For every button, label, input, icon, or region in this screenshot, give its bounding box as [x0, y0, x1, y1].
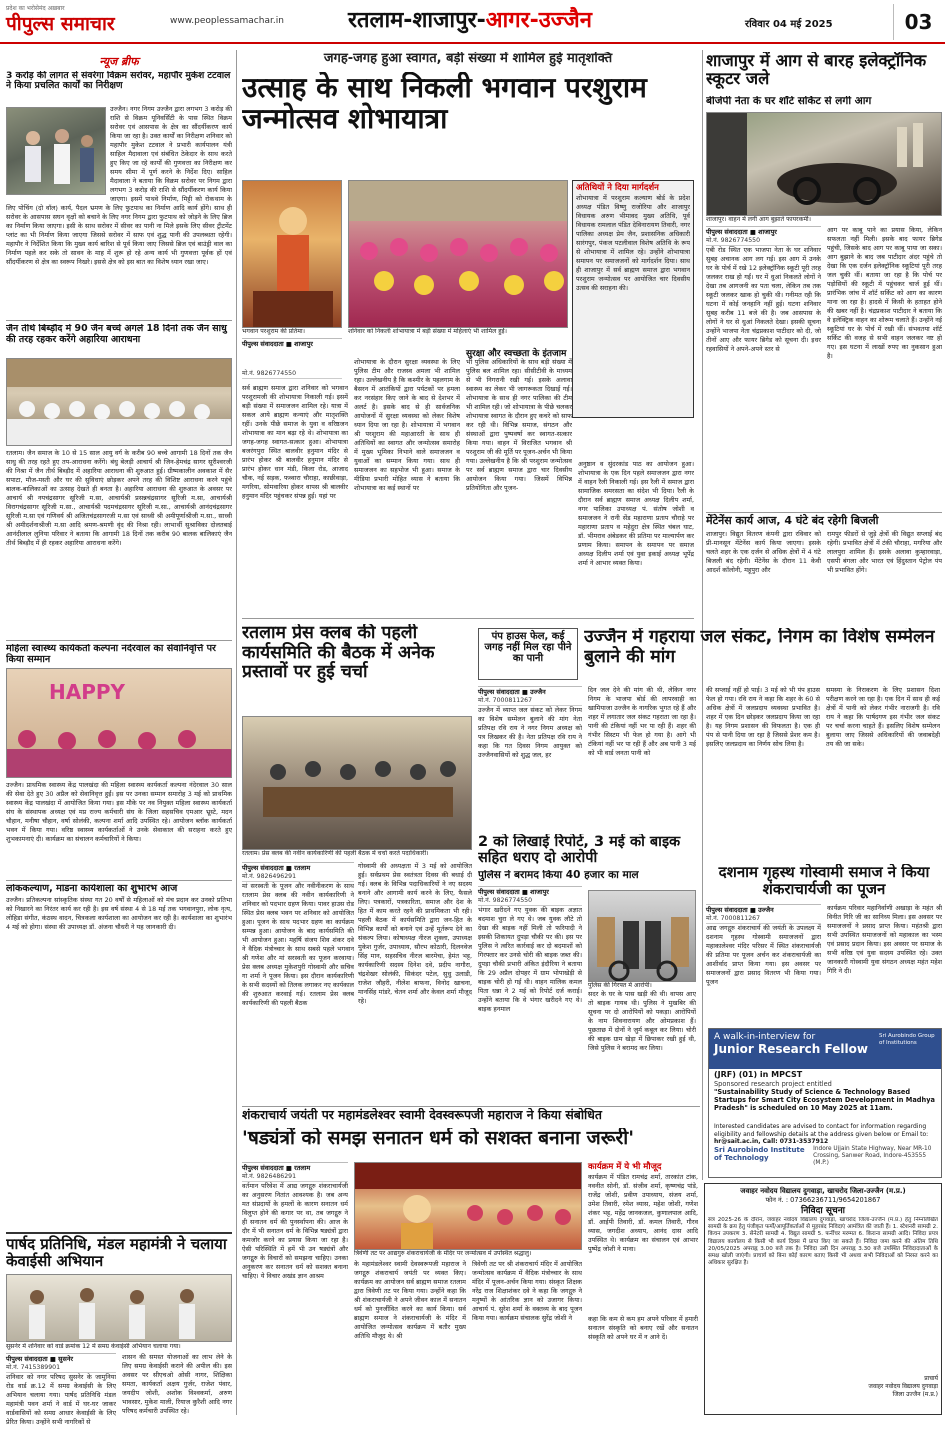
- scooter-byline: पीपुल्स संवाददाता ■ शाजापुर: [706, 226, 821, 237]
- shankaracharya-mobile: मो.नं. 9826486291: [242, 1173, 348, 1182]
- ad-email[interactable]: hr@sait.ac.in: [714, 1138, 759, 1146]
- maujud-text: कार्यक्रम में पंडित रामचंद्र शर्मा, तारकांत टांक, नवनीत सोनी, डॉ. संजीव शर्मा, कृष्णचंद्र पांडे, राजेंद्र जोशी, प्रवीण उपाध्याय, संजय शर्मा, उमेश तिवारी, रमेश व्यास, महेश जोशी, गणेश शंकर भट्ट, महेंद्र जानकजल, कुणालपाल आदि, डॉ. आईपी तिवारी, डॉ. कमल तिवारी, गौरव व्यास, जगदीश अध्याप, आनंद दास आदि उपस्थित थे। कार्यक्रम का संचालन एवं आभार पुष्पेंद्र जोशी ने माना।: [588, 1173, 698, 1253]
- tender-notice: [704, 1183, 942, 1415]
- bike-col-a: [478, 886, 582, 1102]
- scooter-mobile: मो.नं. 9826774550: [706, 237, 821, 246]
- brief-2-headline: जैन तीर्थ बिब्ड़ौद में 90 जैन बच्चे अगले 18 दिनों तक जैन साधु की तरह रहकर करेंगे अहारिया आराधना: [6, 324, 227, 345]
- website-link[interactable]: www.peoplessamachar.in: [170, 16, 284, 26]
- gathering-photo-icon: [7, 359, 232, 446]
- bike-photo: [588, 890, 696, 982]
- shankaracharya-photo: [354, 1162, 582, 1250]
- bike-story: [478, 834, 696, 884]
- maintenance-col-1: शाजापुर। विद्युत वितरण कंपनी द्वारा रविवार को प्री-मानसून मेंटेनेंस कार्य किया जाएगा। इसके चलते शहर के एक दर्जन से अधिक क्षेत्रों में 4 घंटे बिजली बंद रहेगी। मेंटेनेंस के दौरान 11 केवी आदर्श कॉलोनी, महूपुरा और: [706, 530, 821, 574]
- parshuram-idol-photo: [242, 180, 342, 328]
- press-club-col-2: गोस्वामी की अध्यक्षता में 3 मई को आयोजित हुई। सर्वप्रथम प्रेस स्वतंत्रता दिवस की बधाई दी गई। क्लब के विभिन्न पदाधिकारियों ने नए सदस्य बनाने और आगामी कार्य करने के लिए, फैसले लिए। पत्रकारों, पत्रकारिता, समाज और देश के हित में काम करते रहने की प्राथमिकता भी रही। पहली बैठक में कार्यसमिति द्वारा जन-हित के विभिन्न कार्यों को बनाने एवं उन्हें मूर्तरूप देने का संकल्प लिया। कोषाध्यक्ष नीरज शुक्ला, उपाध्यक्ष मुकेश गुर्जर, उपाध्याय, सौरभ कोठारी, दिलनवेज सिंह मान, सहसचिव नीरज बारमेचा, हेमंत भट्ट, कार्यकारिणी सदस्य दिनेश दवे, प्रदीप नागौरा, चंद्रशेखर सोलंकी, सिकंदर पटेल, सुधु उलाडी, राजेश जौहरी, नीलेश बाफना, विनोद खाचना, मानसिंह मांडरे, चेतन शर्मा और केवल शर्मा मौजूद रहे।: [358, 862, 472, 1005]
- bike-col-2: सदर के घर के पास खड़ी की थी। वापस आए तो बाइक गायब थी। पुलिस ने मुखबिर की सूचना पर दो आरोपियों को पकड़ा। आरोपियों के नाम शिवनारायण और ओमप्रकाश हैं। पूछताछ में दोनों ने जुर्म कबूल कर लिया। चोरी की बाइक ग्राम खेड़ा में छिपाकर रखी हुई थी, जिसे पुलिस ने बरामद कर लिया।: [588, 990, 696, 1052]
- parshuram-subhead: सुरक्षा और स्वच्छता के इंतजाम: [466, 349, 567, 359]
- maujud-headline: कार्यक्रम में ये भी मौजूद: [588, 1162, 662, 1172]
- goswami-byline: पीपुल्स संवाददाता ■ उज्जैन: [706, 904, 821, 915]
- tender-sign-2: जवाहर नवोदय विद्यालय दुगवाड़ा: [868, 1383, 938, 1390]
- maintenance-col-2: रामपुर फीडरों से जुड़े क्षेत्रों की विद्युत सप्लाई बंद रहेगी। प्रभावित क्षेत्रों में टंकी चौराहा, मगरिया और लालपुरा शामिल हैं। इसके अलावा कुम्हारवाड़ा, एसपी बंगला और भारत एवं हिंदुस्तान पेट्रोल पंप भी प्रभावित होंगे।: [827, 530, 942, 574]
- water-col-3: की सप्लाई नहीं हो पाई। 3 मई को भी पंप हाउस फेल हो गया। रवि राय ने कहा कि शहर के 60 से अधिक क्षेत्रों में जलप्रदाय व्यवस्था प्रभावित है। शहर में एक दिन छोड़कर जलप्रदाय किया जा रहा है। यह निगम प्रशासन की विफलता है। एक ही पंप से पानी दिया जा रहा है जिससे प्रेशर कम है। इसलिए जलप्रदाय का निर्णय सोच लिया है।: [706, 686, 820, 748]
- brief-4-body: उज्जैन। प्रतिकल्पना सांस्कृतिक संस्था गत 20 वर्षों से महिलाओं को मंच प्रदान कर उनको प्रतिभा को निखारने का निरंतर कार्य कर रही है। इस वर्ष संस्था 4 से 18 मई तक भगवानपुरा, लोक नृत्य, लोहिडा संगीत, कंठस्थ वादन, चित्रकला कार्यशाला का आयोजन कर रही है। कार्यशाला का शुभारंभ 4 मई को होगा। संस्था की उपाध्यक्ष डॉ. अंजना चौधरी ने यह जानकारी दी।: [6, 896, 232, 931]
- atithi-headline: अतिथियों ने दिया मार्गदर्शन: [576, 183, 659, 193]
- brief-3-body: उज्जैन। प्राथमिक स्वास्थ्य केंद्र पालखंदा की महिला स्वास्थ्य कार्यकर्ता कल्पना नंदेरवाल 30 साल की सेवा देते हुए 30 अप्रैल को सेवानिवृत्त हुईं। इस पर उनका सम्मान समारोह 3 मई को प्राथमिक स्वास्थ्य केंद्र पालखंदा में आयोजित किया गया। इस मौके पर नव नियुक्त महिला स्वास्थ्य कार्यकर्ता संघ के संस्थापक अध्यक्ष एवं मप्र राज्य कर्मचारी संघ के जिला सहसचिव एमआर भ्रूस्टे, मदन चौहान, मनीषा चौहान, वर्षा सोलंकी, कल्पना शर्मा आदि उपस्थित रहे। आयोजन ब्लॉक कार्यकर्ता भवन में किया गया। वरिष्ठ स्वास्थ्य कार्यकर्ताओं ने उनके सेवाकाल की सराहना करते हुए शुभकामनाएं दी। कार्यक्रम का संचालन कर्मचारियों ने किया।: [6, 781, 232, 843]
- brief-2-photo: [6, 358, 232, 446]
- procession-photo-icon: [349, 181, 568, 328]
- press-club-photo: [242, 716, 472, 850]
- ad-title: Junior Research Fellow: [714, 1042, 868, 1056]
- parshuram-caption-1: भगवान परशुराम की प्रतिमा।: [242, 328, 305, 335]
- parshad-byline: पीपुल्स संवाददाता ■ सुसनेर: [6, 1353, 116, 1364]
- scooter-headline: शाजापुर में आग से बारह इलेक्ट्रॉनिक स्कूटर जले: [706, 52, 927, 89]
- shankaracharya-byline: पीपुल्स संवाददाता ■ रतलाम: [242, 1162, 348, 1173]
- bike-mobile: मो.नं. 9826774550: [478, 897, 582, 906]
- column-rule: [702, 50, 703, 1180]
- parshuram-mobile: मो.नं. 9826774550: [242, 370, 342, 379]
- ad-sponsored: Sponsored research project entitled: [714, 1080, 832, 1088]
- parshad-headline: पार्षद प्रतिनिधि, मंडल महामंत्री ने चलाया केवाईसी अभियान: [6, 1232, 232, 1272]
- goswami-headline: दशनाम गृहस्थ गोस्वामी समाज ने किया शंकराचार्यजी का पूजन: [718, 864, 930, 898]
- ad-project: "Sustainability Study of Science & Technology Based Startups for Smart City Ecosystem Development in Madhya Pradesh" is scheduled on 10 May 2025 at 11am.: [714, 1088, 935, 1113]
- parshuram-procession-photo: [348, 180, 568, 328]
- logo-text: पीपुल्स समाचार: [6, 13, 115, 35]
- page-number: 03: [893, 4, 943, 40]
- parshuram-caption-2: शनिवार को निकली शोभायात्रा में बड़ी संख्या में महिलाएं भी शामिल हुईं।: [348, 328, 507, 335]
- edition-date: रविवार 04 मई 2025: [745, 19, 833, 30]
- shankaracharya-col-a: [242, 1162, 348, 1416]
- press-club-caption: रतलाम। प्रेस क्लब की नवीन कार्यकारिणी की पहली बैठक में चर्चा करते पदाधिकारी।: [242, 850, 429, 857]
- tender-org: जवाहर नवोदय विद्यालय दुगवाड़ा, खाचरोद जिला-उज्जैन (म.प्र.): [740, 1187, 906, 1195]
- ad-address: Indore Ujjain State Highway, Near MR-10 Crossing, Sanwer Road, Indore-453555 (M.P.): [813, 1146, 932, 1166]
- tender-phone: फोन नं. : 07366236711/9654201867: [765, 1196, 881, 1204]
- goswami-mobile: मो.नं. 7000811267: [706, 915, 821, 924]
- bike-subhead: पुलिस ने बरामद किया 40 हजार का माल: [478, 870, 639, 881]
- ad-call: , Call: 0731-3537912: [758, 1138, 829, 1146]
- water-col-1: उज्जैन में व्याप्त जल संकट को लेकर निगम का विशेष सम्मेलन बुलाने की मांग नेता प्रतिपक्ष रवि राय ने नगर निगम अध्यक्ष को पत्र लिखकर की है। नेता प्रतिपक्ष रवि राय ने कहा कि गत दिवस निगम आयुक्त को उज्जैनवासियों को शुद्ध जल, हर: [478, 706, 582, 759]
- parshad-mobile: मो.नं. 7415389901: [6, 1364, 116, 1373]
- press-club-col-1: मां सरस्वती के पूजन और नवीनीकरण के साथ रतलाम प्रेस क्लब की नवीन कार्यकारिणी ने शनिवार को पदभार ग्रहण किया। पावर हाउस रोड स्थित प्रेस क्लब भवन पर शनिवार को आयोजित हुआ। पूजन के साथ पदभार ग्रहण का कार्यक्रम सम्पन्न हुआ। आयोजन के बाद कार्यसमिति की भी आयोजन हुआ। महर्षि संजय शिव शंकर दवे ने वैदिक मंत्रोच्चार के साथ सबसे पहले भगवान श्री गणेश और मां सरस्वती का पूजन करवाया। प्रेस क्लब अध्यक्ष मुकेशपुरी गोस्वामी और सचिव गा शर्मा ने पूजन किया। इस दौरान कार्यकारिणी के सभी सदस्यों को तिलक लगाकर नए कार्यकाल की शुरुआत करवाई गई। रतलाम प्रेस क्लब कार्यकारिणी की पहली बैठक: [242, 882, 354, 1007]
- tender-body: सत्र 2025-26 के दौरान, जवाहर नवोदय विद्यालय दुगवाड़ा, खाचरोद जिला-उज्जैन (म.प्र.) हेतु निम्नलिखित सामग्री के क्रय हेतु पंजीकृत फर्मों/आपूर्तिकर्ताओं से मुहरबंद निविदाएं आमंत्रित की जाती हैं। 1. स्टेशनरी सामग्री 2. किचन उपकरण 3. सेनेटरी सामग्री 4. विद्युत सामग्री 5. फर्नीचर मरम्मत 6. किराना सामग्री आदि। निविदा प्रपत्र विद्यालय कार्यालय से किसी भी कार्य दिवस में प्राप्त किए जा सकते हैं। निविदा जमा करने की अंतिम तिथि 20/05/2025 अपराह्न 3.00 बजे तक है। निविदा उसी दिन अपराह्न 3.30 बजे उपस्थित निविदादाताओं के समक्ष खोली जाएंगी। प्राचार्य को बिना कोई कारण बताए किसी भी अथवा सभी निविदाओं को निरस्त करने का अधिकार सुरक्षित है।: [708, 1217, 938, 1267]
- press-club-byline: पीपुल्स संवाददाता ■ रतलाम: [242, 862, 354, 873]
- shankaracharya-col-1: वर्तमान परिवेश में आद्य जगद्गुरु शंकराचार्यजी का अनुसरण नितांत आवश्यक है। जब अन्य मत संप्रदायों के हमलों के कारण सनातन धर्म विलुप्त होने की कगार पर था, तब जगद्गुरु ने ही सनातन धर्म की पुनर्स्थापना की। आज के दौर में भी सनातन धर्म के विभिन्न षड्यंत्रों द्वारा कमजोर करने का प्रयास किया जा रहा है। ऐसी परिस्थिति में हमें भी उन षड्यंत्रों और जगद्गुरु के विचारों को समझना चाहिए। उनका अनुकरण कर सनातन धर्म को सशक्त बनाना चाहिए। ये विचार अखंड ज्ञान आश्रम: [242, 1182, 348, 1280]
- bike-caption: पुलिस की गिरफ्त में आरोपी।: [588, 982, 652, 989]
- temple-photo-icon: [355, 1163, 582, 1250]
- celebration-photo-icon: [7, 669, 232, 778]
- tender-sign-1: प्राचार्य: [924, 1375, 938, 1382]
- scooter-photo: [706, 112, 942, 216]
- news-brief-section: [6, 50, 232, 956]
- brief-3-photo: [6, 668, 232, 778]
- scooter-caption: शाजापुर। वाहन में लगी आग बुझाते फायरकर्मी।: [706, 216, 811, 223]
- press-club-col-a: [242, 862, 354, 1098]
- news-brief-label: न्यूज ब्रीफ: [99, 55, 139, 68]
- tender-title: निविदा सूचना: [800, 1206, 846, 1216]
- column-rule: [236, 50, 237, 1415]
- ad-top-line: A walk-in-interview for: [714, 1032, 816, 1042]
- ad-brand: Sri Aurobindo Group of Institutions: [879, 1033, 935, 1046]
- brief-4-headline: लोककल्याण, मांडना कार्यशाला का शुभारंभ आज: [6, 884, 178, 894]
- parshuram-story: [242, 52, 694, 567]
- brief-1-headline: 3 करोड़ की लागत से संवरेगा विक्रम सरोवर, महापौर मुकेश टटवाल ने किया प्रचलित कार्यों का निरीक्षण: [6, 71, 231, 92]
- newspaper-logo[interactable]: [6, 4, 166, 40]
- press-club-headline: रतलाम प्रेस क्लब की पहली कार्यसमिति की बैठक में अनेक प्रस्तावों पर हुई चर्चा: [242, 624, 435, 683]
- water-byline: पीपुल्स संवाददाता ■ उज्जैन: [478, 686, 582, 697]
- shankaracharya-subhead: 'षड्यंत्रों को समझ सनातन धर्म को सशक्त बनाना जरूरी': [242, 1128, 635, 1149]
- water-headline: उज्जैन में गहराया जल संकट, निगम का विशेष सम्मेलन बुलाने की मांग: [584, 628, 935, 667]
- shankaracharya-col-c: [588, 1162, 698, 1393]
- goswami-story: [706, 864, 942, 1026]
- parshuram-col-1: सर्व ब्राह्मण समाज द्वारा शनिवार को भगवान परशुरामजी की शोभायात्रा निकाली गई। इसमें बड़ी संख्या में समाजजन शामिल रहे। यात्रा में सकल आये ब्राह्मण कन्याएं और मातृशक्ति रहीं। उनके पीछे समाज के युवा व वरिष्ठजन शोभायात्रा का मान बढ़ा रहे थे। शोभायात्रा का जगह-जगह स्वागत-सत्कार हुआ। शोभायात्रा बजरंगपुरा स्थित बालवीर हनुमान मंदिर से प्रारंभ होकर श्री बालवीर हनुमान मंदिर से प्रारंभ होकर धान मंडी, किला रोड, आजाद चौक, नई सड़क, फव्वारा चौराहा, काछीवाड़ा, मगरिया, सोमवारिया होकर वापस श्री बालवीर हनुमान मंदिर पहुंचकर संपन्न हुई। यहां पर: [242, 384, 348, 500]
- shankaracharya-caption: त्रिवेणी तट पर आद्यगुरु शंकराचार्यजी के मंदिर पर जन्मोत्सव में उपस्थित श्रद्धालु।: [354, 1250, 532, 1257]
- banner-text: HAPPY: [49, 680, 126, 704]
- parshad-text-b: शासन की समस्त योजनाओं का लाभ लेने के लिए समग्र केवाईसी कराने की अपील की। इस अवसर पर सीएचओ ओसी नागर, शिक्षिका समता, कार्यकर्ता अक्षय गुर्जर, राजेश पंवार, जयदीप जोशी, अशोक विश्वकर्मा, अरुण भावसार, मुकेश माली, रियाज कुरैशी आदि नगर परिषद कर्मचारी उपस्थित रहे।: [122, 1353, 232, 1415]
- shankaracharya-story: [242, 1108, 700, 1158]
- section-rule: [242, 1106, 700, 1107]
- people-photo-icon: [7, 1275, 232, 1342]
- bike-headline: 2 को लिखाई रिपोर्ट, 3 मई को बाइक सहित धराए दो आरोपी: [478, 834, 681, 867]
- idol-photo-icon: [243, 181, 342, 328]
- goswami-col-1: आद्य जगद्गुरु शंकराचार्य की जयंती के उपलक्ष्य में दशनाम गृहस्थ गोस्वामी समाजजनों द्वारा महाकालेश्वर मंदिर परिसर में स्थित शंकराचार्यजी की प्रतिमा पर पूजन अर्चन कर शंकराचार्यजी का आशीर्वाद प्राप्त किया गया। इस अवसर पर समाजजनों द्वारा प्रसाद वितरण भी किया गया। पूजन: [706, 924, 821, 986]
- edition-title-b: आगर-उज्जैन: [485, 8, 592, 33]
- water-kicker: पंप हाउस फेल, कई जगह नहीं मिल रहा पीने का पानी: [478, 628, 578, 680]
- goswami-col-2: कार्यक्रम परिवार महानिर्वाणी अखाड़ा के महंत श्री विनीत गिरि जी का सानिध्य मिला। इस अवसर पर समाजजनों ने प्रसाद प्राप्त किया। महंतश्री द्वारा सभी उपस्थित समाजजनों को महाकाल का भस्म एवं प्रसाद प्रदान किया। इस अवसर पर समाज के सभी वरिष्ठ एवं युवा सदस्य उपस्थित रहे। उक्त जानकारी गोस्वामी युवा संगठन अध्यक्ष महंत महेश गिरि ने दी।: [827, 904, 942, 975]
- shankaracharya-col-2: के महामंडलेश्वर स्वामी देवस्वरूपजी महाराज ने जगद्गुरु शंकराचार्य जयंती पर व्यक्त किए। कार्यक्रम का आयोजन सर्व ब्राह्मण समाज रतलाम द्वारा त्रिवेणी तट पर किया गया। उन्होंने कहा कि श्री शंकराचार्यजी ने अपने जीवन काल में सनातन धर्म को पुनर्जीवित करने का कार्य किया। सर्व ब्राह्मण समाज ने शंकराचार्यजी के मंदिर में आयोजित जन्मोत्सव कार्यक्रम में बतौर मुख्य अतिथि मौजूद थे। श्री: [354, 1260, 466, 1340]
- fire-photo-icon: [707, 113, 942, 216]
- ad-advisory: [709, 1122, 941, 1146]
- shankaracharya-col-3: त्रिवेणी तट पर श्री शंकराचार्य मंदिर में आयोजित जन्मोत्सव कार्यक्रम में वैदिक मंत्रोच्चार के साथ मंदिर में पूजन-अर्चन किया गया। संस्कृत शिक्षक नरेंद्र राज शिक्षाशंकर दवे ने कहा कि जगद्गुरु ने मनुष्यों के आंतरिक ज्ञान को उजागर किया। आचार्य पं. सुरेश शर्मा के वक्तव्य के बाद पूजन किया गया। कार्यक्रम संचालक सुरेंद्र जोशी ने: [472, 1260, 582, 1322]
- bike-col-b: [588, 890, 696, 1094]
- parshuram-col-2: शोभायात्रा के दौरान सुरक्षा व्यवस्था के लिए पुलिस टीम और राजस्व अमला भी शामिल रहा। उल्लेखनीय है कि कश्मीर के पहलगाम के बैसरन में आतंकियों द्वारा पर्यटकों पर हमला कर नरसंहार किए जाने के बाद से देशभर में अलर्ट है। इसके बाद से ही सार्वजनिक आयोजनों में सुरक्षा व्यवस्था को लेकर विशेष ध्यान दिया जा रहा है। शोभायात्रा में भगवान श्री परशुराम की महाआरती के साथ ही अतिथियों का स्वागत और जन्मोत्सव समारोह में मुख्य भूमिका निभाने वाले समाजजन व युवाओं का सम्मान किया गया। साथ ही समाजजन का सहभोज भी हुआ। समाज के मीडिया प्रभारी मोहित व्यास ने बताया कि शोभायात्रा का कई स्थानों पर: [354, 358, 460, 492]
- parshuram-byline: पीपुल्स संवाददाता ■ शाजापुर: [242, 338, 342, 349]
- parshuram-headline: उत्साह के साथ निकली भगवान परशुराम जन्मोत्सव शोभायात्रा: [242, 72, 647, 136]
- brief-3-headline: महिला स्वास्थ्य कार्यकर्ता कल्पना नंदेरवाल का सेवानिवृत्ति पर किया सम्मान: [6, 644, 216, 665]
- scooter-col-1: एबी रोड स्थित एक भाजपा नेता के घर शनिवार सुबह अचानक आग लग गई। इस आग में उनके घर के पोर्च में रखे 12 इलेक्ट्रॉनिक स्कूटी पूरी तरह जलकर राख हो गईं। घर में धुआं निकलते लोगों ने देखा तब आगजनी का पता चला, लेकिन तब तक स्कूटी जलकर खाक हो चुकी थी। गनीमत रही कि घटना में कोई जनहानि नहीं हुई। घटना शनिवार सुबह करीब 11 बजे की है। जब आसपास के लोगों ने घर से धुआं निकलते देखा। इसकी सूचना उन्होंने भाजपा नेता चंद्रप्रकाश पाटीदार को दी, जो तीनों आए और फायर ब्रिगेड को सूचना दी। इधर रहवासियों ने अपने-अपने स्तर से: [706, 246, 821, 353]
- masthead: [0, 0, 945, 44]
- atithi-text: शोभायात्रा में परशुराम कल्याण बोर्ड के प्रदेश अध्यक्ष पंडित विष्णु राजोरिया और शाजापुर विधायक अरुण भीमावद मुख्य अतिथि, पूर्व विधायक रामलाल पंडित देविनारायण तिवारी, नगर पालिका अध्यक्ष प्रेम जैन, प्रशासनिक अधिकारी सारंगपुर, पंकज पटलीवाल विशेष अतिथि के रूप से शोभायात्रा में शामिल रहे। उन्होंने शोभायात्रा समापन पर समाजजनों को मार्गदर्शन दिया। साथ ही शाजापुर में सर्व ब्राह्मण समाज द्वारा भगवान परशुराम जन्मोत्सव पर आयोजित चार दिवसीय उत्सव की सराहना की।: [576, 194, 690, 292]
- shankaracharya-col-4: कहा कि कम से कम हम अपने परिवार में हमारी सनातन संस्कृति को बनाए रखें और सनातन संस्कृति को अपने घर में न आने दें।: [588, 1315, 698, 1341]
- scooter-col-2: आग पर काबू पाने का प्रयास किया, लेकिन सफलता नहीं मिली। इसके बाद फायर ब्रिगेड पहुंची, जिसके बाद आग पर काबू पाया जा सका। आग बुझाने के बाद जब पाटीदार अंदर पहुंचे तो देखा कि एक दर्जन इलेक्ट्रॉनिक स्कूटियां पूरी तरह जल चुकी थीं। बताया जा रहा है कि पोर्च पर पड़ोसियों की स्कूटी में पहुंचकर चार्ज हुई थीं। प्रारंभिक जांच में शॉर्ट सर्किट को आग का कारण माना जा रहा है। हादसे में किसी के हताहत होने की खबर नहीं है। चंद्रप्रकाश पाटीदार ने बताया कि वे इलेक्ट्रिक वाहन का शोरूम चलाते हैं। उन्होंने नई स्कूटियां घर के पोर्च में रखी थीं। संभवतया शॉर्ट सर्किट की वजह से सभी वाहन जलकर नष्ट हो गए। इस घटना में लाखों रुपए का नुकसान हुआ है।: [827, 226, 942, 360]
- meeting-photo-icon: [243, 717, 472, 850]
- jrf-advertisement[interactable]: [708, 1028, 942, 1178]
- water-col-4: समस्या के निराकरण के लिए प्रशासन दिशा परीक्षण करने जा रहा है। एक दिन में साथ ही कई क्षेत्रों में पानी को लेकर गंभीर नाराजगी है। रवि राय ने कहा कि पार्षदगण इस गंभीर जल संकट पर चर्चा करना चाहते हैं। इसलिए विशेष सम्मेलन बुलाया जाए जिससे अधिकारियों की जवाबदेही तय की जा सके।: [826, 686, 940, 748]
- shankaracharya-headline: शंकराचार्य जयंती पर महामंडलेश्वर स्वामी देवस्वरूपजी महाराज ने किया संबोधित: [242, 1108, 602, 1122]
- shankaracharya-col-b: [354, 1162, 582, 1400]
- scooter-subhead: बीजेपी नेता के घर शॉर्ट सर्किट से लगी आग: [706, 96, 872, 107]
- brief-1-body: [6, 105, 232, 317]
- scooter-fire-story: [706, 52, 942, 470]
- parshuram-kicker: जगह-जगह हुआ स्वागत, बड़ी संख्या में शामिल हुई मातृशक्ति: [323, 52, 613, 66]
- parshuram-col-3: भी पुलिस अधिकारियों के साथ बड़ी संख्या में पुलिस बल शामिल रहा। सीसीटीवी के माध्यम से भी निगरानी रखी गई। इसके अलावा स्वास्थ्य का लेकर भी जागरूकता दिखाई गई। शोभायात्रा के साथ ही नगर पालिका की टीम भी शामिल रही। जो शोभायात्रा के पीछे चलकर शोभायात्रा स्वागत के दौरान हुए कचरे को साफ कर रही थी। विभिन्न समाज, संगठन और संस्थाओं द्वारा पुष्पवर्षा कर स्वागत-सत्कार किया गया। वाहन में विराजित भगवान श्री परशुराम जी की मूर्ति पर पूजन-अर्चन भी किया गया। उल्लेखनीय है कि श्री परशुराम जन्मोत्सव पर सर्व ब्राह्मण समाज द्वारा चार दिवसीय आयोजन किया गया। जिसमें विभिन्न प्रतियोगिता और पूजन-: [466, 358, 572, 492]
- parshad-text-a: शनिवार को नगर परिषद सुसनेर के जामुनिया रोड वार्ड क्र.12 में समग्र केवाईसी के लिए अभियान चलाया गया। पार्षद प्रतिनिधि मंडल महामंत्री पवन शर्मा ने वार्ड में घर-घर जाकर वार्डवासियों को समग्र आधार केवाईसी के लिए प्रेरित किया। उन्होंने सभी नागरिकों से: [6, 1373, 116, 1426]
- section-rule: [242, 618, 694, 619]
- parshad-photo: [6, 1274, 232, 1342]
- maintenance-story: [706, 512, 942, 602]
- brief-1-text: उज्जैन। नगर निगम उज्जैन द्वारा लगभग 3 करोड़ की राशि से विक्रम यूनिवर्सिटी के पास स्थित विक्रम सरोवर एवं आसपास के क्षेत्र का सौंदर्यीकरण कार्य किया जा रहा है। उक्त कार्यों का निरीक्षण शनिवार को महापौर मुकेश टटवाल ने प्रभारी कार्यपालन यंत्री साहिल मैदावाला एवं संबंधित ठेकेदार के साथ करते हुए किए जा रहे कार्यों की गुणवत्ता का निरीक्षण कर समय सीमा में पूर्ण करने के निर्देश दिए। साहिल मैदावाला ने बताया कि विक्रम सरोवर पर निगम द्वारा लगभग 3 करोड़ की राशि से सौंदर्यीकरण कार्य किया जाएगा। इसमें पाथवे निर्माण, मिट्टी को रोकथाम के लिए पोचिंग (दो वॉल) कार्य, पैदल भ्रमण के लिए फुटपाथ का निर्माण आदि कार्य होंगे। साथ ही सरोवर के आसपास सघन वृक्षों को बचाने के लिए नगर निगम द्वारा फुटपाथ को जोड़ने के लिए ब्रिज का निर्माण किया जाएगा। इसी के साथ सरोवर में सीवर का पानी ना मिले इसके लिए सीवर ट्रीटमेंट प्लांट का भी निर्माण किया जाएगा जिससे सरोवर में साफ एवं शुद्ध पानी की उपलब्धता रहेगी। महापौर ने निर्देशित किया कि मुख्य कार्य बारिश से पूर्व किया जाए जिससे ब्रिज एवं बाउंड्री वाल का निर्माण पहले कर सके तो सावन के माह में शुरू हो रहे अन्य कार्य भी गुणवत्ता पूर्वक हों एवं सौंदर्यीकरण से क्षेत्र का स्वरूप निखरे। इससे क्षेत्र को इस बात का विशेष ध्यान रखा जाए।: [6, 105, 232, 266]
- logo-tagline: प्रदेश का भरोसेमंद अख़बार: [6, 5, 65, 12]
- press-club-story: [242, 624, 472, 858]
- bike-col-1: भंगार खरीदने गए युवक की बाइक अज्ञात बदमाश चुरा ले गए थे। जब युवक लौटे तो देखा की बाइक नहीं मिली तो फरियादी ने इसकी शिकायत दुपड़ा चौकी पर की। इस पर पुलिस ने त्वरित कार्रवाई कर दो बदमाशों को गिरफ्तार कर उनसे चोरी की बाइक जब्त की। दुपड़ा चौकी प्रभारी अंकित इंदौरिया ने बताया कि 29 अप्रैल दोपहर में ग्राम भोपाखेड़ी से बाइक चोरी हो गई थी। वाहन मालिक कमल पिता धन्ना ने 2 मई को रिपोर्ट दर्ज कराई। उन्होंने बताया कि वे भंगार खरीदने गए थे। बाइक हनमाल: [478, 906, 582, 1013]
- brief-2-body: रतलाम। जैन समाज के 10 से 15 साल आयु वर्ग के करीब 90 बच्चे आगामी 18 दिनों तक जैन साधु की तरह रहते हुए तप-आराधना करेंगे। बंधु बेलड़ी आचार्य श्री जिन-हेमचंद्र सागर सूरीश्वरजी की निश्रा में जैन तीर्थ बिब्ड़ौद में अहारिया आराधना की शुरुआत हुई। ग्रीष्मकालीन अवकाश में सैर सपाटा, मौज-मस्ती और घर की सुविधाएं छोड़कर अपने तरह की विशिष्ट आराधना करने पहुंचे बालक-बालिकाओं का उत्साह देखते ही बनता है। अहारिया आराधना की शुरुआत के अवसर पर आचार्य श्री नयचंद्रसागर सूरिजी म.सा, आचार्यश्री प्रसन्नचंद्रसागर सूरिजी म.सा, आचार्यश्री विरागचंद्रसागर सूरिजी म.सा., आचार्यश्री पदमचंद्रसागर सूरिजी म.सा., आचार्यश्री आनंदचंद्रसागर सूरिजी म.सा एवं गणिवर्य श्री अजितचंद्रसागरजी म.सा एवं साध्वी श्री अमीपूर्णाश्रीजी म.सा., साध्वी श्री अमीदर्शनाश्रीजी म.सा आदि श्रमण-श्रमणी वृंद की निश्रा रही। लाभार्थी सुश्राविका दोलतबाई आनंदीलाल लुनिया परिवार ने बताया कि आगामी 18 दिनों तक करीब 90 बालक बालिकाएं जैन तीर्थ बिब्ड़ौद में ही रहकर अहारिया आराधना करेंगे।: [6, 449, 232, 547]
- tender-sign-3: जिला उज्जैन (म.प्र.): [892, 1391, 938, 1398]
- water-col-2: दिन जल देने की मांग की थी, लेकिन नगर निगम के भाजपा बोर्ड की लापरवाही का खामियाजा उज्जैन के नागरिक भुगत रहे हैं और शहर में लगातार जल संकट गहराता जा रहा है। पानी की टंकियां नहीं भर पा रही हैं। शहर की गंभीर सिस्टम भी फेल हो गया है। आगे भी टंकियां नहीं भर पा रही हैं और अब पानी 3 मई को भी वार्ड जनता पानी को: [588, 686, 696, 757]
- press-club-mobile: मो.नं. 9826496291: [242, 873, 354, 882]
- ad-advised: Interested candidates are advised to contact for information regarding eligibility and fellowship details at the address given below or Email to:: [714, 1123, 929, 1138]
- water-col-a: [478, 686, 582, 824]
- atithi-box: [572, 180, 694, 418]
- edition-title-a: रतलाम-शाजापुर-: [348, 8, 486, 33]
- parshad-caption: सुसनेर में शनिवार को वार्ड क्रमांक 12 में समग्र केवाईसी अभियान चलाया गया।: [6, 1343, 181, 1350]
- bike-byline: पीपुल्स संवाददाता ■ शाजापुर: [478, 886, 582, 897]
- police-photo-icon: [589, 891, 696, 982]
- ad-jrf: (JRF) (01) in MPCST: [714, 1070, 803, 1079]
- ad-logo: Sri Aurobindo Institute of Technology: [714, 1146, 805, 1162]
- water-mobile: मो.नं. 7000811267: [478, 697, 582, 706]
- maintenance-headline: मेंटेनेंस कार्य आज, 4 घंटे बंद रहेगी बिजली: [706, 512, 942, 528]
- edition-title: [348, 6, 592, 36]
- parshuram-anushthan: अनुष्ठान व सुंदरकांड पाठ का आयोजन हुआ। शोभायात्रा के एक दिन पहले समाजजन द्वारा नगर में वाहन रैली निकाली गई। इस रैली में समाज द्वारा सामाजिक समरसता का संदेश भी दिया। रैली के दौरान सर्व ब्राह्मण समाज अध्यक्ष दिलीप शर्मा, नगर पालिका उपाध्यक्ष पं. संतोष जोशी व समाजजन ने रानी सेंड महाराणा प्रताप चौराहे पर महाराणा प्रताप व महेदुरा क्षेत्र स्थित चंबल घाट, डॉ. भीमराव अंबेडकर की प्रतिमा पर माल्यार्पण कर प्रणाम किया। समापन के समापन पर समाज अध्यक्ष दिलीप शर्मा एवं युवा इकाई अध्यक्ष भूपेंद्र शर्मा ने आभार व्यक्त किया।: [578, 460, 694, 567]
- parshad-story: [6, 1232, 232, 1437]
